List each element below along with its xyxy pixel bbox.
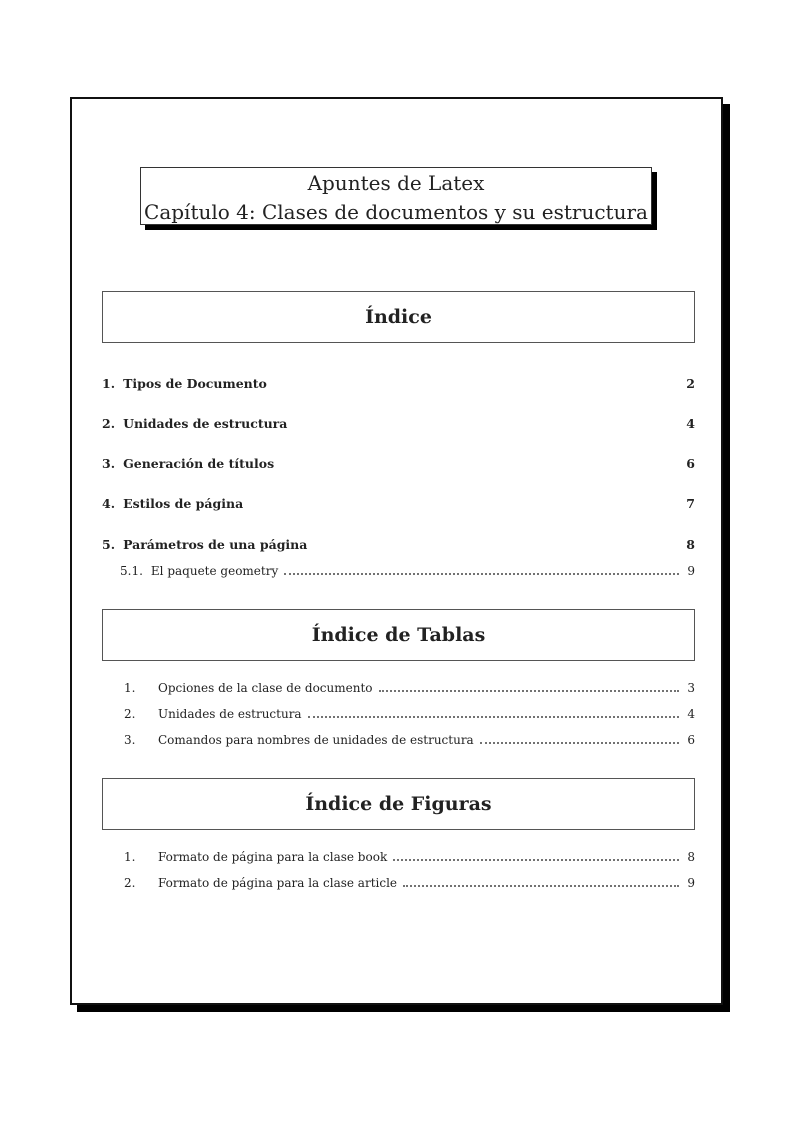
toc-entry-label: Generación de títulos [123,456,275,471]
toc-subentry-label: El paquete geometry [150,564,279,578]
toc-entry-label: Unidades de estructura [123,416,288,431]
figure-entry-label: Formato de página para la clase article [158,876,398,890]
toc-subentry-page: 9 [687,564,695,578]
toc-entry-number: 3. [102,456,116,471]
figure-entry-number: 1. [124,850,136,864]
toc-entry-number: 4. [102,496,116,511]
toc-heading: Índice [365,306,432,328]
tables-heading-box [102,609,695,661]
toc-entry[interactable] [102,376,695,391]
document-title-box [140,167,652,225]
toc-entry[interactable] [102,416,695,431]
toc-entry[interactable] [102,456,695,471]
figures-heading: Índice de Figuras [305,793,492,815]
toc-heading-box [102,291,695,343]
table-list-entry[interactable] [102,733,695,747]
table-entry-number: 3. [124,733,136,747]
table-entry-page: 4 [687,707,695,721]
toc-entry-page: 2 [686,376,695,391]
dotted-leader [393,859,679,861]
toc-entry[interactable] [102,537,695,552]
table-entry-label: Unidades de estructura [158,707,302,721]
dotted-leader [284,573,679,575]
toc-entry-number: 1. [102,376,116,391]
toc-subentry[interactable] [102,564,695,578]
toc-entry-number: 5. [102,537,116,552]
dotted-leader [403,885,679,887]
table-entry-page: 3 [687,681,695,695]
table-entry-label: Opciones de la clase de documento [158,681,373,695]
table-list-entry[interactable] [102,681,695,695]
document-title-line1: Apuntes de Latex [307,171,485,195]
figure-entry-page: 9 [687,876,695,890]
toc-entry[interactable] [102,496,695,511]
dotted-leader [379,690,679,692]
toc-entry-page: 4 [686,416,695,431]
tables-heading: Índice de Tablas [311,624,486,646]
document-page [70,97,723,1005]
table-entry-number: 1. [124,681,136,695]
figure-entry-number: 2. [124,876,136,890]
figures-heading-box [102,778,695,830]
dotted-leader [308,716,679,718]
figure-entry-label: Formato de página para la clase book [158,850,388,864]
table-entry-label: Comandos para nombres de unidades de estructura [158,733,474,747]
table-entry-page: 6 [687,733,695,747]
toc-entry-label: Tipos de Documento [123,376,267,391]
table-entry-number: 2. [124,707,136,721]
toc-entry-label: Estilos de página [123,496,244,511]
toc-entry-number: 2. [102,416,116,431]
figure-entry-page: 8 [687,850,695,864]
toc-entry-page: 6 [686,456,695,471]
table-list-entry[interactable] [102,707,695,721]
toc-subentry-number: 5.1. [120,564,143,578]
toc-entry-page: 8 [686,537,695,552]
toc-entry-page: 7 [686,496,695,511]
dotted-leader [480,742,679,744]
document-title-line2: Capítulo 4: Clases de documentos y su estructura [144,200,648,224]
figure-list-entry[interactable] [102,850,695,864]
toc-entry-label: Parámetros de una página [123,537,308,552]
figure-list-entry[interactable] [102,876,695,890]
